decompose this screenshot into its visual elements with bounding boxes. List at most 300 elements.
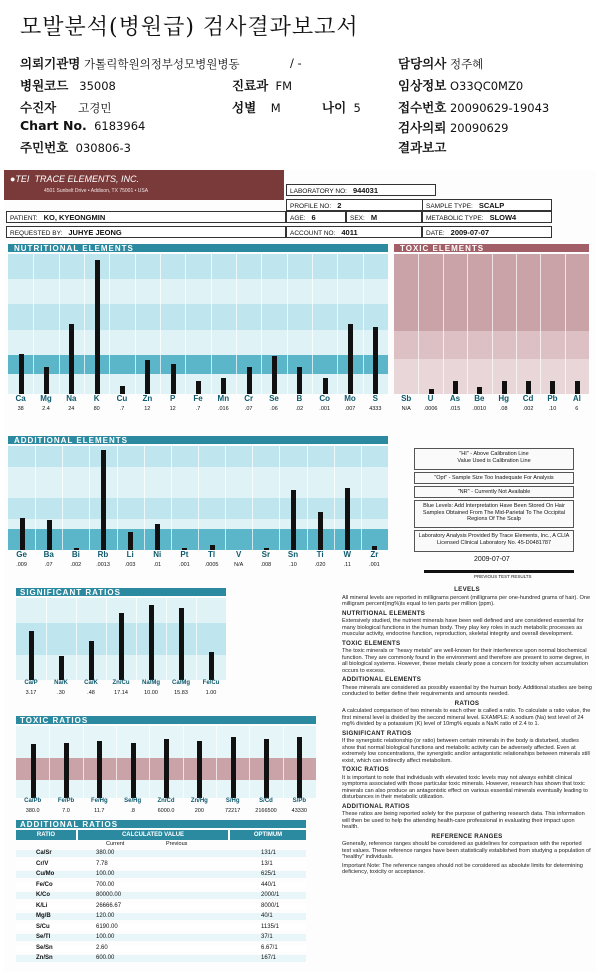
request-row: 검사의뢰 20090629 (398, 120, 509, 135)
additional-panel (8, 446, 388, 550)
bar-ca (19, 354, 24, 394)
grid-line (337, 254, 338, 394)
explanation-text (342, 584, 592, 970)
ratio-row (16, 850, 306, 857)
ratio-current: 26666.67 (96, 902, 122, 909)
sample-box: SAMPLE TYPE: SCALP (422, 199, 552, 211)
levels-heading: LEVELS (454, 586, 480, 593)
grid-line (33, 254, 34, 394)
bar-cr (247, 367, 252, 394)
value-v: N/A (234, 562, 244, 568)
ratio-name: Cr/V (36, 860, 49, 867)
bar-ti (318, 512, 323, 550)
grid-line (49, 726, 50, 798)
chart-row: Chart No. 6183964 (20, 118, 146, 133)
label-mg: Mg (40, 394, 52, 403)
grid-line (492, 254, 493, 394)
age-box: AGE: 6 (286, 211, 346, 223)
label-v: V (236, 550, 242, 559)
label-li: Li (126, 550, 134, 559)
label-fe: Fe (193, 394, 203, 403)
label-cu: Cu (116, 394, 128, 403)
grid-line (198, 446, 199, 550)
bar-sn (291, 490, 296, 550)
grid-line (540, 254, 541, 394)
label-ba: Ba (43, 550, 54, 559)
nut-text: Extensively studied, the nutrient minerals have been well defined and are considered essential for many biological functions in the human body. They play key roles in such metabolic processes as muscular activity, endocrine function, reproduction, skeletal integrity and overall development. (342, 618, 584, 637)
value-ni: .01 (153, 562, 162, 568)
label-b: B (296, 394, 303, 403)
bar-na (69, 324, 74, 394)
ratio-current: 380.00 (96, 850, 115, 856)
grid-line (59, 254, 60, 394)
label-mn: Mn (217, 394, 230, 403)
note-text: Important Note: The reference ranges should not be considered as absolute limits for determining deficiency, toxicity or acceptance. (342, 862, 583, 875)
ratio-optimum: 2000/1 (261, 892, 280, 898)
value-fe-hg: 11.7 (94, 808, 105, 814)
key-date: 2009-07-07 (474, 556, 510, 563)
label-fe-pb: Fe/Pb (57, 798, 75, 804)
key-box-5: Laboratory Analysis Provided By Trace Elements, Inc., A CLIA Licensed Clinical Laboratory No. 45-D0481787 (414, 530, 574, 552)
label-sr: Sr (261, 550, 271, 559)
label-as: As (449, 394, 461, 403)
ratio-row (16, 903, 306, 910)
value-mg: 2.4 (42, 406, 50, 412)
institution-value: 가톨릭학원의정부성모병원병동 (84, 57, 240, 71)
ratio-current: 6190.00 (96, 923, 118, 930)
sig-ratios-labels (16, 680, 226, 700)
value-al: 6 (575, 406, 579, 412)
ratio-optimum: 440/1 (261, 881, 277, 888)
ratio-name: Ca/Sr (36, 850, 52, 856)
ratio-name: Se/Sn (36, 944, 53, 951)
grid-line (312, 254, 313, 394)
label-sn: Sn (287, 550, 299, 559)
grid-line (283, 726, 284, 798)
sig-heading: SIGNIFICANT RATIOS (342, 729, 412, 737)
grid-line (76, 598, 77, 680)
bar-ca-k (89, 641, 94, 680)
value-sr: .008 (260, 562, 272, 568)
bar-b (297, 367, 302, 394)
value-sb: N/A (401, 406, 411, 412)
page-title: 모발분석(병원급) 검사결과보고서 (20, 15, 359, 40)
dept-row: 진료과 FM (232, 78, 293, 93)
value-ca-k: .48 (87, 690, 95, 696)
ratio-optimum: 8000/1 (261, 902, 280, 909)
grid-line (35, 446, 36, 550)
scanned-report (4, 170, 596, 972)
bar-ni (155, 524, 160, 550)
bar-pb (550, 381, 555, 394)
grid-line (62, 446, 63, 550)
grid-line (565, 254, 566, 394)
ratio-optimum: 40/1 (261, 913, 273, 919)
value-b: .02 (295, 406, 304, 412)
bar-ca-mg (179, 608, 184, 680)
bar-fe-cu (209, 652, 214, 680)
bar-al (575, 381, 580, 394)
bar-hg (502, 381, 507, 394)
ratio-optimum: 13/1 (261, 860, 273, 867)
grid-line (279, 446, 280, 550)
col-previous: Previous (166, 841, 188, 847)
value-sn: .10 (289, 562, 297, 568)
grid-line (443, 254, 444, 394)
bar-mn (221, 378, 226, 394)
bar-zn-cu (119, 613, 124, 680)
ratio-row (16, 924, 306, 931)
grid-line (307, 446, 308, 550)
value-s-cd: 2166500 (255, 808, 277, 814)
label-cr: Cr (244, 394, 254, 403)
key-divider (424, 570, 574, 573)
key-box-4: Blue Levels: Add Interpretation Have Been Stored On Hair Samples Obtained From The Mid-Parietal To The Occipital Regions Of The Scalp (414, 500, 574, 528)
toxr-text: It is important to note that individuals with elevated toxic levels may not always exhibit clinical symptoms associated with those particular toxic minerals. However, research has shown that toxic minerals can also produce an antagonistic effect on various essential minerals eventually leading to disturbances in their metabolic utilization. (342, 774, 588, 800)
value-u: .0006 (423, 406, 438, 412)
grid-line (287, 254, 288, 394)
age-row: 나이 5 (322, 100, 361, 115)
label-s-pb: S/Pb (292, 798, 306, 804)
grid-line (46, 598, 47, 680)
ratio-row (16, 934, 306, 941)
grid-line (516, 254, 517, 394)
value-mo: .007 (344, 406, 356, 412)
grid-line (116, 726, 117, 798)
ratio-optimum: 625/1 (261, 871, 277, 877)
grid-line (211, 254, 212, 394)
ratio-current: 7.78 (96, 860, 108, 867)
ratio-optimum: 37/1 (261, 934, 273, 940)
bar-be (477, 387, 482, 394)
label-zr: Zr (370, 550, 379, 559)
grid-line (136, 598, 137, 680)
label-s-cd: S/Cd (259, 798, 273, 804)
grid-line (334, 446, 335, 550)
tox-ratios-labels (16, 798, 316, 818)
grid-line (144, 446, 145, 550)
bar-fe-pb (64, 743, 69, 798)
label-zn-hg: Zn/Hg (190, 798, 208, 804)
label-fe-cu: Fe/Cu (202, 680, 220, 686)
tox-ratios-title: TOXIC RATIOS (20, 716, 89, 725)
grid-line (196, 598, 197, 680)
bar-fe (196, 381, 201, 394)
value-k: 80 (93, 406, 100, 412)
bar-zn (145, 360, 150, 394)
ratio-current: 100.00 (96, 934, 115, 940)
label-w: W (343, 550, 352, 559)
levels-text: All mineral levels are reported in milligrams percent (milligrams per one-hundred grams of hair). One milligram percent(mg%)is equal to ten parts per million (ppm). (342, 594, 591, 607)
additional-title: ADDITIONAL ELEMENTS (14, 436, 128, 445)
add-text: These minerals are considered as possibly essential by the human body. Additional studies are being conducted to better define their requirements and amounts needed. (342, 684, 592, 697)
col-opt: OPTIMUM (230, 830, 306, 840)
patient-row: 수진자 고경민 (20, 100, 112, 115)
grid-line (252, 446, 253, 550)
tox-heading: TOXIC ELEMENTS (342, 639, 401, 647)
panel-stripe (8, 304, 388, 329)
label-k: K (93, 394, 100, 403)
bar-w (345, 488, 350, 550)
add-ratios-title: ADDITIONAL RATIOS (20, 820, 119, 829)
bar-k (95, 260, 100, 394)
bar-cd (526, 381, 531, 394)
grid-line (106, 598, 107, 680)
value-na-k: .30 (57, 690, 65, 696)
label-cd: Cd (522, 394, 534, 403)
bar-ca-pb (31, 744, 36, 798)
label-sb: Sb (401, 394, 412, 403)
label-se: Se (269, 394, 279, 403)
value-tl: .0005 (204, 562, 219, 568)
value-s-pb: 43330 (291, 808, 307, 814)
value-zn-hg: 200 (194, 808, 204, 814)
ratio-current: 600.00 (96, 955, 115, 961)
value-ti: .020 (314, 562, 326, 568)
label-u: U (427, 394, 434, 403)
label-ge: Ge (16, 550, 27, 559)
key-box-1: "HI" - Above Calibration Line Value Used is Calibration Line (414, 448, 574, 470)
label-ca-p: Ca/P (24, 680, 38, 686)
label-zn: Zn (142, 394, 153, 403)
bar-ca-p (29, 631, 34, 680)
ratio-name: Fe/Co (36, 881, 53, 888)
ratio-name: K/Co (36, 892, 50, 898)
value-cr: .07 (244, 406, 253, 412)
ratio-current: 80000.00 (96, 892, 122, 898)
patient-box: PATIENT: KO, KYEONGMIN (6, 211, 286, 223)
key-box-2: "Opt" - Sample Size Too Inadequate For Analysis (414, 472, 574, 484)
bar-s-cd (264, 739, 269, 798)
value-cu: .7 (119, 406, 125, 412)
grid-line (84, 254, 85, 394)
value-ca-pb: 380.0 (25, 808, 40, 814)
ratio-row (16, 955, 306, 962)
ratio-row (16, 892, 306, 899)
receipt-row: 접수번호 20090629-19043 (398, 100, 550, 115)
label-zn-cd: Zn/Cd (157, 798, 175, 804)
bar-s-hg (231, 737, 236, 798)
bar-se-hg (131, 743, 136, 798)
label-fe-hg: Fe/Hg (90, 798, 108, 804)
clinical-row: 임상정보 O33QC0MZ0 (398, 78, 524, 93)
toxic-labels (394, 394, 589, 416)
grid-line (171, 446, 172, 550)
ratio-name: Zn/Sn (36, 955, 53, 961)
ratio-name: S/Cu (36, 923, 50, 930)
nutritional-title: NUTRITIONAL ELEMENTS (14, 244, 134, 253)
grid-line (109, 254, 110, 394)
label-s-hg: S/Hg (225, 798, 240, 804)
label-na: Na (66, 394, 77, 403)
value-zn: 12 (144, 406, 151, 412)
label-s: S (372, 394, 378, 403)
ratio-row (16, 861, 306, 868)
label-p: P (169, 394, 176, 403)
label-ca-pb: Ca/Pb (24, 798, 42, 804)
value-fe: .7 (195, 406, 201, 412)
value-hg: .08 (499, 406, 508, 412)
value-zr: .001 (369, 562, 380, 568)
profile-box: PROFILE NO: 2 (286, 199, 436, 211)
label-se-hg: Se/Hg (124, 798, 142, 804)
label-hg: Hg (498, 394, 510, 403)
ratio-current: 100.00 (96, 871, 115, 877)
col-current: Current (106, 841, 125, 847)
label-pt: Pt (180, 550, 189, 559)
label-ti: Ti (316, 550, 324, 559)
bar-as (453, 381, 458, 394)
bar-rb (101, 450, 106, 550)
grid-line (149, 726, 150, 798)
value-co: .001 (319, 406, 331, 412)
value-ca-mg: 15.83 (174, 690, 188, 696)
ratio-row (16, 945, 306, 952)
label-be: Be (474, 394, 485, 403)
bar-fe-hg (97, 741, 102, 798)
grid-line (135, 254, 136, 394)
label-al: Al (572, 394, 581, 403)
label-na-k: Na/K (54, 680, 68, 686)
value-ge: .009 (16, 562, 27, 568)
label-bi: Bi (71, 550, 80, 559)
bar-mo (348, 324, 353, 394)
nut-heading: NUTRITIONAL ELEMENTS (342, 609, 426, 617)
ratio-current: 120.00 (96, 913, 115, 919)
value-as: .015 (449, 406, 461, 412)
value-cd: .002 (522, 406, 534, 412)
lab-address: 4501 Sunbelt Drive • Addison, TX 75001 • USA (44, 188, 149, 194)
bar-ge (20, 518, 25, 550)
grid-line (361, 446, 362, 550)
bar-na-mg (149, 605, 154, 680)
bar-s (373, 327, 378, 394)
sex-row: 성별 M (232, 100, 281, 115)
ratios-text: A calculated comparison of two minerals to each other is called a ratio. To calculate a ratio value, the first mineral level is divided by the second mineral level. EXAMPLE: A sodium (Na) test level of 24 mg% divided by a potassium (K) level of 10mg% equals a Na/K ratio of 2.4 to 1. (342, 708, 591, 727)
bar-mg (44, 367, 49, 394)
ratio-optimum: 1135/1 (261, 923, 279, 930)
label-co: Co (319, 394, 330, 403)
label-rb: Rb (97, 550, 109, 559)
resident-row: 주민번호 030806-3 (20, 140, 131, 155)
metabolic-box: METABOLIC TYPE: SLOW4 (422, 211, 552, 223)
label-ca-k: Ca/K (84, 680, 98, 686)
bar-s-pb (297, 737, 302, 798)
grid-line (216, 726, 217, 798)
ratio-current: 700.00 (96, 881, 115, 888)
value-ca-p: 3.17 (25, 690, 37, 696)
ward-value: / - (290, 56, 302, 70)
ratio-row (16, 882, 306, 889)
grid-line (418, 254, 419, 394)
ratio-row (16, 871, 306, 878)
bar-zn-cd (164, 739, 169, 798)
tox-text: The toxic minerals or "heavy metals" are well-known for their interference upon normal biochemical function. They are commonly found in the environment and therefore are present to some degree, in all biological systems. However, these metals clearly pose a concern for toxicity when accumulation occurs to excess. (342, 648, 590, 674)
value-p: 12 (169, 406, 176, 412)
result-row: 결과보고 (398, 140, 447, 155)
ratio-name: K/Li (36, 902, 48, 909)
grid-line (185, 254, 186, 394)
value-w: .11 (343, 562, 351, 568)
hospital-code-row: 병원코드 35008 (20, 78, 116, 93)
label-na-mg: Na/Mg (142, 680, 160, 686)
value-s: 4333 (369, 406, 382, 412)
bar-co (323, 378, 328, 394)
ratio-name: Mg/B (36, 913, 51, 919)
sig-ratios-title: SIGNIFICANT RATIOS (20, 588, 121, 597)
grid-line (225, 446, 226, 550)
bar-p (171, 364, 176, 394)
value-pt: .001 (179, 562, 190, 568)
label-ca-mg: Ca/Mg (172, 680, 190, 686)
addr-text: These ratios are being reported solely for the purpose of gathering research data. This information will then be used to help the attending health-care professional in evaluating their impact upon health. (342, 811, 585, 830)
ratio-current: 2.60 (96, 944, 108, 951)
col-calc: CALCULATED VALUE (78, 830, 228, 840)
bar-zn-hg (197, 741, 202, 798)
grid-line (89, 446, 90, 550)
value-fe-pb: 7.0 (62, 808, 70, 814)
bar-li (128, 532, 133, 550)
grid-line (363, 254, 364, 394)
sex-box: SEX: M (346, 211, 422, 223)
value-s-hg: 72217 (225, 808, 241, 814)
lab-banner (4, 170, 284, 200)
label-ni: Ni (153, 550, 162, 559)
toxr-heading: TOXIC RATIOS (342, 766, 390, 773)
toxic-title: TOXIC ELEMENTS (400, 244, 485, 253)
ratio-optimum: 167/1 (261, 955, 277, 961)
value-ca: 38 (17, 406, 24, 412)
add-ratios-table (16, 830, 306, 970)
bar-se (272, 356, 277, 394)
ratio-name: Se/Tl (36, 934, 51, 940)
ratio-optimum: 131/1 (261, 850, 277, 856)
tox-ratios-panel (16, 726, 316, 798)
toxic-panel (394, 254, 589, 394)
addr-heading: ADDITIONAL RATIOS (342, 802, 410, 810)
value-bi: .002 (70, 562, 82, 568)
lab-logo: ●TEI TRACE ELEMENTS, INC. (10, 174, 139, 184)
value-se-hg: .8 (130, 808, 135, 814)
ratio-name: Cu/Mo (36, 871, 55, 877)
label-tl: Tl (208, 550, 216, 559)
value-pb: .10 (548, 406, 557, 412)
physician-row: 담당의사 정주혜 (398, 56, 484, 71)
value-ba: .07 (44, 562, 53, 568)
grid-line (236, 254, 237, 394)
value-mn: .016 (217, 406, 229, 412)
label-pb: Pb (547, 394, 558, 403)
sig-text: If the synergistic relationship (or ratio) between certain minerals in the body is disturbed, studies show that normal biological functions and metabolic activity can be adversely affected. Even at extremely low concentrations, the synergistic and/or antagonistic relationships between minerals still exist, which can indirectly affect metabolism. (342, 738, 590, 764)
label-ca: Ca (15, 394, 26, 403)
sig-ratios-panel (16, 598, 226, 680)
ref-text: Generally, reference ranges should be considered as guidelines for comparison with the reported test values. These reference ranges have been statistically established from studying a population of "healthy" individuals. (342, 841, 591, 860)
grid-line (166, 598, 167, 680)
ratios-heading: RATIOS (454, 699, 480, 707)
value-zn-cd: 6000.0 (157, 808, 175, 814)
account-box: ACCOUNT NO: 4011 (286, 226, 422, 238)
date-box: DATE: 2009-07-07 (422, 226, 552, 238)
value-rb: .0013 (96, 562, 110, 568)
requested-box: REQUESTED BY: JUHYE JEONG (6, 226, 286, 238)
value-na: 24 (68, 406, 75, 412)
value-li: .003 (124, 562, 136, 568)
institution-row: 의뢰기관명 가톨릭학원의정부성모병원병동 (20, 56, 240, 71)
ratio-optimum: 6.67/1 (261, 944, 278, 951)
panel-stripe (8, 254, 388, 279)
previous-results-label: PREVIOUS TEST RESULTS (474, 574, 532, 579)
nutritional-labels (8, 394, 388, 416)
